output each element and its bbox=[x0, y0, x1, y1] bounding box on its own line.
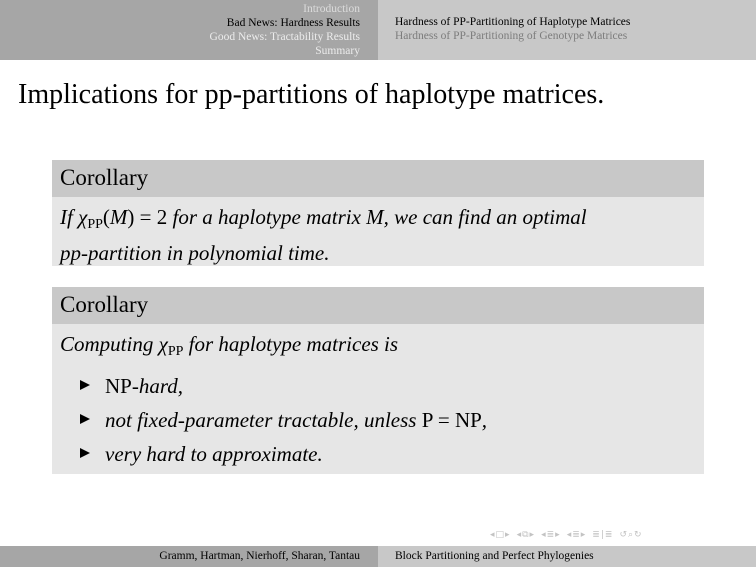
corollary-block-1 bbox=[52, 160, 704, 266]
corollary-list bbox=[60, 372, 696, 474]
section-nav bbox=[567, 530, 586, 540]
frame-icon[interactable]: ⧉ bbox=[522, 530, 529, 540]
corollary-line-2: pp-partition in polynomial time. bbox=[60, 241, 330, 265]
prev-subsection-icon[interactable]: ◂ bbox=[541, 530, 546, 540]
corollary-title: Corollary bbox=[52, 287, 704, 324]
section-introduction[interactable]: Introduction bbox=[303, 3, 360, 15]
corollary-block-2 bbox=[52, 287, 704, 474]
list-item bbox=[60, 372, 696, 406]
footline bbox=[0, 546, 756, 567]
subsection-icon[interactable]: ≣ bbox=[546, 530, 555, 540]
corollary-body bbox=[52, 324, 704, 474]
prev-frame-icon[interactable]: ◂ bbox=[516, 530, 522, 540]
bullet-icon bbox=[80, 448, 90, 458]
pp-subscript: PP bbox=[87, 217, 103, 232]
subsection-navigation bbox=[378, 0, 756, 60]
next-frame-icon[interactable]: ▸ bbox=[529, 530, 535, 540]
chi-symbol: χ bbox=[158, 332, 168, 356]
document-icon[interactable]: ≣ bbox=[604, 530, 613, 540]
intro-text-b: for haplotype matrices is bbox=[183, 332, 399, 356]
next-section-icon[interactable]: ▸ bbox=[580, 530, 586, 540]
frame-nav bbox=[517, 530, 535, 540]
if-text: If bbox=[60, 205, 73, 229]
section-bad-news[interactable]: Bad News: Hardness Results bbox=[226, 17, 360, 29]
equals-two: ) = 2 bbox=[127, 205, 168, 229]
search-nav bbox=[619, 530, 641, 540]
back-icon[interactable]: ↺ bbox=[619, 530, 627, 540]
fpt-text: not fixed-parameter tractable, unless bbox=[105, 408, 422, 432]
corollary-intro bbox=[60, 330, 696, 366]
subsection-genotype[interactable]: Hardness of PP-Partitioning of Genotype Matrices bbox=[395, 30, 628, 42]
forward-icon[interactable]: ↻ bbox=[634, 530, 642, 540]
slide-icon[interactable]: □ bbox=[495, 530, 505, 540]
prev-slide-icon[interactable]: ◂ bbox=[490, 530, 495, 540]
bullet-icon bbox=[80, 414, 90, 424]
next-subsection-icon[interactable]: ▸ bbox=[555, 530, 560, 540]
matrix-m: M bbox=[109, 205, 128, 229]
footer-title: Block Partitioning and Perfect Phylogenies bbox=[378, 546, 756, 567]
prev-section-icon[interactable]: ◂ bbox=[566, 530, 572, 540]
search-icon[interactable]: ⌕ bbox=[627, 530, 634, 540]
corollary-line-1 bbox=[60, 203, 696, 239]
section-navigation bbox=[0, 0, 378, 60]
approx-text: very hard to approximate. bbox=[105, 442, 323, 466]
line1-text-b: , we can find an optimal bbox=[383, 205, 587, 229]
line1-text: for a haplotype matrix bbox=[167, 205, 367, 229]
pp-subscript: PP bbox=[167, 344, 184, 359]
chi-symbol: χ bbox=[78, 205, 88, 229]
document-nav bbox=[592, 530, 612, 540]
comma: , bbox=[481, 408, 488, 432]
hard-text: -hard, bbox=[131, 374, 183, 398]
subsection-haplotype[interactable]: Hardness of PP-Partitioning of Haplotype Matrices bbox=[395, 16, 631, 28]
next-slide-icon[interactable]: ▸ bbox=[505, 530, 510, 540]
footer-authors: Gramm, Hartman, Nierhoff, Sharan, Tantau bbox=[0, 546, 378, 567]
corollary-body bbox=[52, 197, 704, 266]
appendix-icon[interactable]: ≣ bbox=[592, 530, 600, 540]
list-item bbox=[60, 440, 696, 474]
headline bbox=[0, 0, 756, 60]
matrix-m-2: M bbox=[366, 205, 384, 229]
navigation-symbols bbox=[490, 528, 752, 542]
slide-nav bbox=[490, 530, 510, 540]
section-icon[interactable]: ≣ bbox=[572, 530, 580, 540]
frame-title: Implications for pp-partitions of haplotype matrices. bbox=[18, 79, 605, 110]
bullet-icon bbox=[80, 380, 90, 390]
intro-text-a: Computing bbox=[60, 332, 159, 356]
list-item bbox=[60, 406, 696, 440]
p-equals-np: P = NP bbox=[421, 408, 482, 432]
corollary-title: Corollary bbox=[52, 160, 704, 197]
separator-icon: | bbox=[600, 530, 604, 540]
subsection-nav bbox=[541, 530, 560, 540]
np-text: NP bbox=[105, 374, 132, 398]
section-summary[interactable]: Summary bbox=[315, 45, 360, 57]
open-paren: ( bbox=[102, 205, 110, 229]
section-good-news[interactable]: Good News: Tractability Results bbox=[209, 31, 360, 43]
